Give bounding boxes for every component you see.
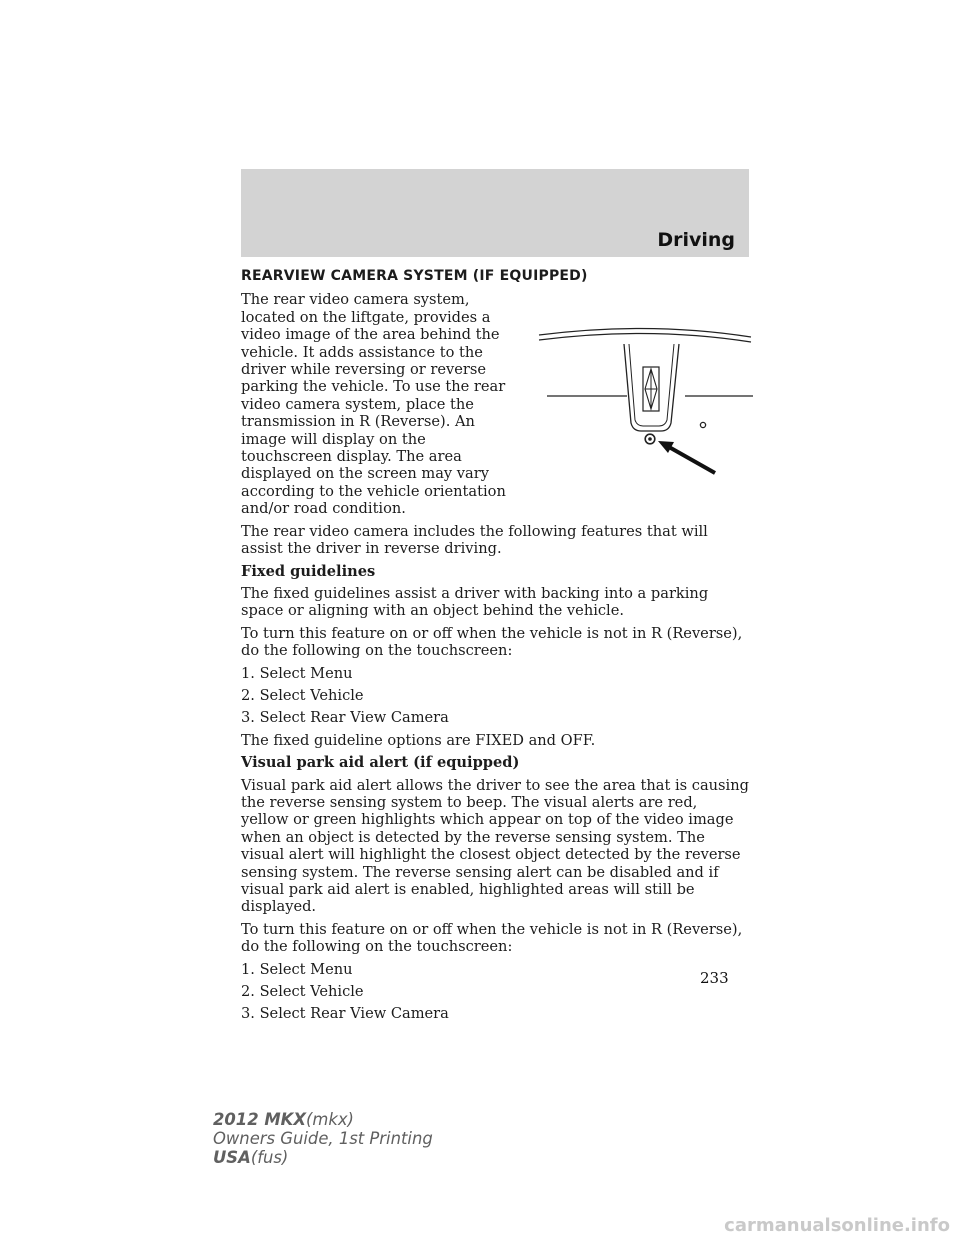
site-watermark: carmanualsonline.info bbox=[724, 1215, 950, 1236]
fixed-guidelines-description: The fixed guidelines assist a driver with backing into a parking space or aligning with an object behind the vehicle. bbox=[241, 584, 709, 620]
page-content bbox=[241, 268, 749, 1028]
section-title: REARVIEW CAMERA SYSTEM (IF EQUIPPED) bbox=[241, 268, 588, 284]
visual-step-item: 1. Select Menu bbox=[241, 960, 353, 978]
camera-features-intro: The rear video camera includes the following features that will assist the driver in reverse driving. bbox=[241, 522, 708, 558]
visual-step-item: 3. Select Rear View Camera bbox=[241, 1005, 449, 1023]
fixed-step-item: 2. Select Vehicle bbox=[241, 686, 364, 704]
fixed-step-item: 1. Select Menu bbox=[241, 664, 353, 682]
camera-pointer-arrow-icon bbox=[658, 441, 715, 473]
fixed-options-note: The fixed guideline options are FIXED and OFF. bbox=[241, 731, 596, 749]
section-header-title: Driving bbox=[657, 229, 735, 251]
page-number: 233 bbox=[700, 969, 729, 987]
liftgate-camera-illustration bbox=[519, 293, 755, 489]
section-header-bar bbox=[241, 169, 749, 257]
footer-line-edition: Owners Guide, 1st Printing bbox=[213, 1129, 433, 1148]
camera-intro-paragraph: The rear video camera system, located on the liftgate, provides a video image of the area behind the vehicle. It adds assistance to the driver while reversing or reverse parking the vehicle. To use the rear video camera system, place the transmission in R (Reverse). An image will display on the touchscreen display. The area displayed on the screen may vary according to the vehicle orientation and/or road condition. bbox=[241, 291, 506, 518]
fixed-guidelines-heading: Fixed guidelines bbox=[241, 562, 376, 580]
fixed-step-item: 3. Select Rear View Camera bbox=[241, 709, 449, 727]
print-footer bbox=[213, 1110, 433, 1167]
lincoln-emblem-icon bbox=[643, 367, 659, 411]
visual-step-item: 2. Select Vehicle bbox=[241, 983, 364, 1001]
visual-park-aid-instructions: To turn this feature on or off when the vehicle is not in R (Reverse), do the following on the touchscreen: bbox=[241, 920, 743, 956]
footer-line-model: 2012 MKX(mkx) bbox=[213, 1110, 354, 1129]
footer-line-market: USA(fus) bbox=[213, 1148, 289, 1167]
visual-park-aid-description: Visual park aid alert allows the driver to see the area that is causing the reverse sensing system to beep. The visual alerts are red, yellow or green highlights which appear on top of the video image when an object is detected by the reverse sensing system. The visual alert will highlight the closest object detected by the reverse sensing system. The reverse sensing alert can be disabled and if visual park aid alert is enabled, highlighted areas will still be displayed. bbox=[241, 776, 749, 916]
fixed-guidelines-instructions: To turn this feature on or off when the vehicle is not in R (Reverse), do the following on the touchscreen: bbox=[241, 624, 743, 660]
camera-lens-icon bbox=[645, 435, 655, 445]
visual-park-aid-heading: Visual park aid alert (if equipped) bbox=[241, 754, 520, 772]
